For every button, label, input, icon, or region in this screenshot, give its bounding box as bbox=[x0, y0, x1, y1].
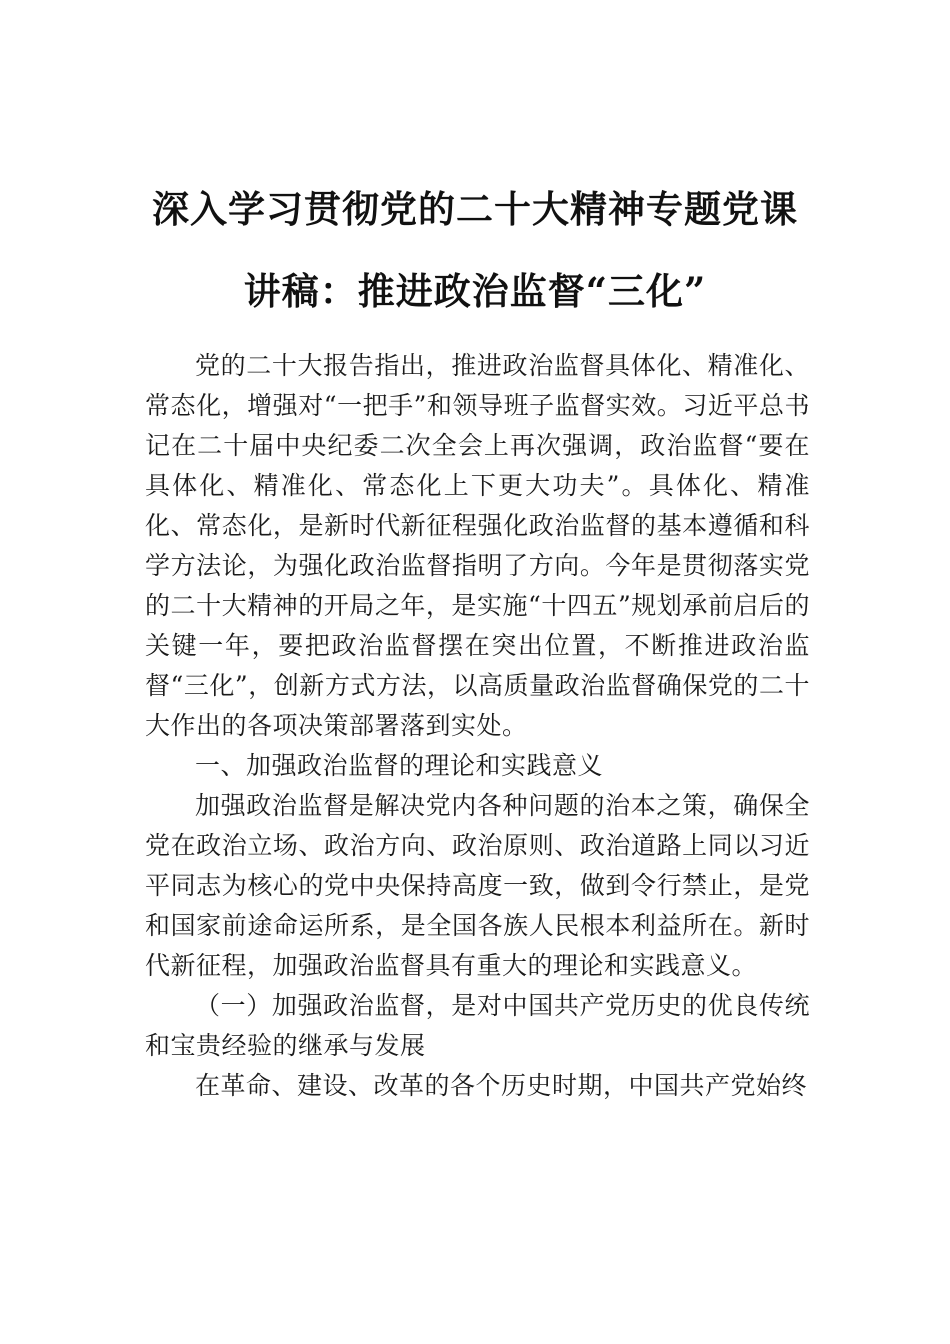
document-body bbox=[145, 346, 810, 1106]
section-heading-1: 一、加强政治监督的理论和实践意义 bbox=[195, 751, 604, 780]
subsection-heading-1-1: （一）加强政治监督，是对中国共产党历史的优良传统和宝贵经验的继承与发展 bbox=[145, 991, 810, 1060]
document-title: 深入学习贯彻党的二十大精神专题党课讲稿：推进政治监督“三化” bbox=[152, 187, 798, 313]
section-1-paragraph: 加强政治监督是解决党内各种问题的治本之策，确保全党在政治立场、政治方向、政治原则、政治道路上同以习近平同志为核心的党中央保持高度一致，做到令行禁止，是党和国家前途命运所系，是全国各族人民根本利益所在。新时代新征程，加强政治监督具有重大的理论和实践意义。 bbox=[145, 791, 810, 980]
subsection-1-1-paragraph: 在革命、建设、改革的各个历史时期，中国共产党始终 bbox=[195, 1071, 808, 1100]
intro-paragraph: 党的二十大报告指出，推进政治监督具体化、精准化、常态化，增强对“一把手”和领导班子监督实效。习近平总书记在二十届中央纪委二次全会上再次强调，政治监督“要在具体化、精准化、常态化上下更大功夫”。具体化、精准化、常态化，是新时代新征程强化政治监督的基本遵循和科学方法论，为强化政治监督指明了方向。今年是贯彻落实党的二十大精神的开局之年，是实施“十四五”规划承前启后的关键一年，要把政治监督摆在突出位置，不断推进政治监督“三化”，创新方式方法，以高质量政治监督确保党的二十大作出的各项决策部署落到实处。 bbox=[145, 351, 810, 740]
